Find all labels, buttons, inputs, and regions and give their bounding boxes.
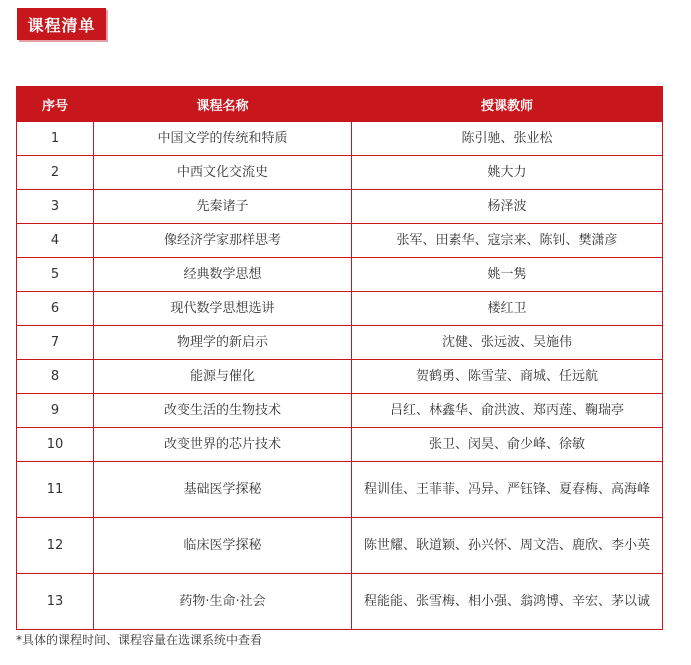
cell-no: 11 [17,462,94,518]
header-no: 序号 [17,87,94,122]
cell-course: 中国文学的传统和特质 [94,122,352,156]
cell-no: 4 [17,224,94,258]
table-row [17,122,663,156]
cell-course: 改变生活的生物技术 [94,394,352,428]
cell-no: 7 [17,326,94,360]
table-row [17,462,663,518]
cell-course: 临床医学探秘 [94,518,352,574]
cell-teacher: 姚大力 [352,156,663,190]
cell-no: 9 [17,394,94,428]
cell-teacher: 张卫、闵昊、俞少峰、徐敏 [352,428,663,462]
table-row [17,190,663,224]
page-title: 课程清单 [17,8,106,40]
cell-no: 1 [17,122,94,156]
cell-teacher: 贺鹤勇、陈雪莹、商城、任远航 [352,360,663,394]
cell-course: 现代数学思想选讲 [94,292,352,326]
table-row [17,574,663,630]
cell-course: 像经济学家那样思考 [94,224,352,258]
cell-teacher: 张军、田素华、寇宗来、陈钊、樊潇彦 [352,224,663,258]
cell-no: 5 [17,258,94,292]
cell-course: 物理学的新启示 [94,326,352,360]
cell-teacher: 程能能、张雪梅、相小强、翁鸿博、辛宏、茅以诚 [352,574,663,630]
cell-course: 经典数学思想 [94,258,352,292]
cell-no: 10 [17,428,94,462]
footnote: *具体的课程时间、课程容量在选课系统中查看 [16,633,263,647]
table-row [17,518,663,574]
header-course: 课程名称 [94,87,352,122]
table-row [17,224,663,258]
cell-no: 2 [17,156,94,190]
table-row [17,360,663,394]
table-row [17,156,663,190]
table-row [17,326,663,360]
cell-no: 3 [17,190,94,224]
header-teacher: 授课教师 [352,87,663,122]
cell-teacher: 杨泽波 [352,190,663,224]
table-row [17,258,663,292]
cell-no: 8 [17,360,94,394]
cell-no: 12 [17,518,94,574]
cell-course: 先秦诸子 [94,190,352,224]
table-row [17,292,663,326]
cell-teacher: 姚一隽 [352,258,663,292]
cell-teacher: 楼红卫 [352,292,663,326]
table-row [17,394,663,428]
cell-course: 改变世界的芯片技术 [94,428,352,462]
cell-course: 药物·生命·社会 [94,574,352,630]
cell-course: 基础医学探秘 [94,462,352,518]
cell-teacher: 陈引驰、张业松 [352,122,663,156]
cell-teacher: 程训佳、王菲菲、冯异、严钰锋、夏春梅、高海峰 [352,462,663,518]
cell-no: 13 [17,574,94,630]
table-header-row [17,87,663,122]
course-table [16,86,663,630]
cell-teacher: 沈健、张远波、吴施伟 [352,326,663,360]
cell-teacher: 陈世耀、耿道颖、孙兴怀、周文浩、鹿欣、李小英 [352,518,663,574]
cell-teacher: 吕红、林鑫华、俞洪波、郑丙莲、鞠瑞亭 [352,394,663,428]
cell-course: 中西文化交流史 [94,156,352,190]
cell-course: 能源与催化 [94,360,352,394]
cell-no: 6 [17,292,94,326]
table-row [17,428,663,462]
